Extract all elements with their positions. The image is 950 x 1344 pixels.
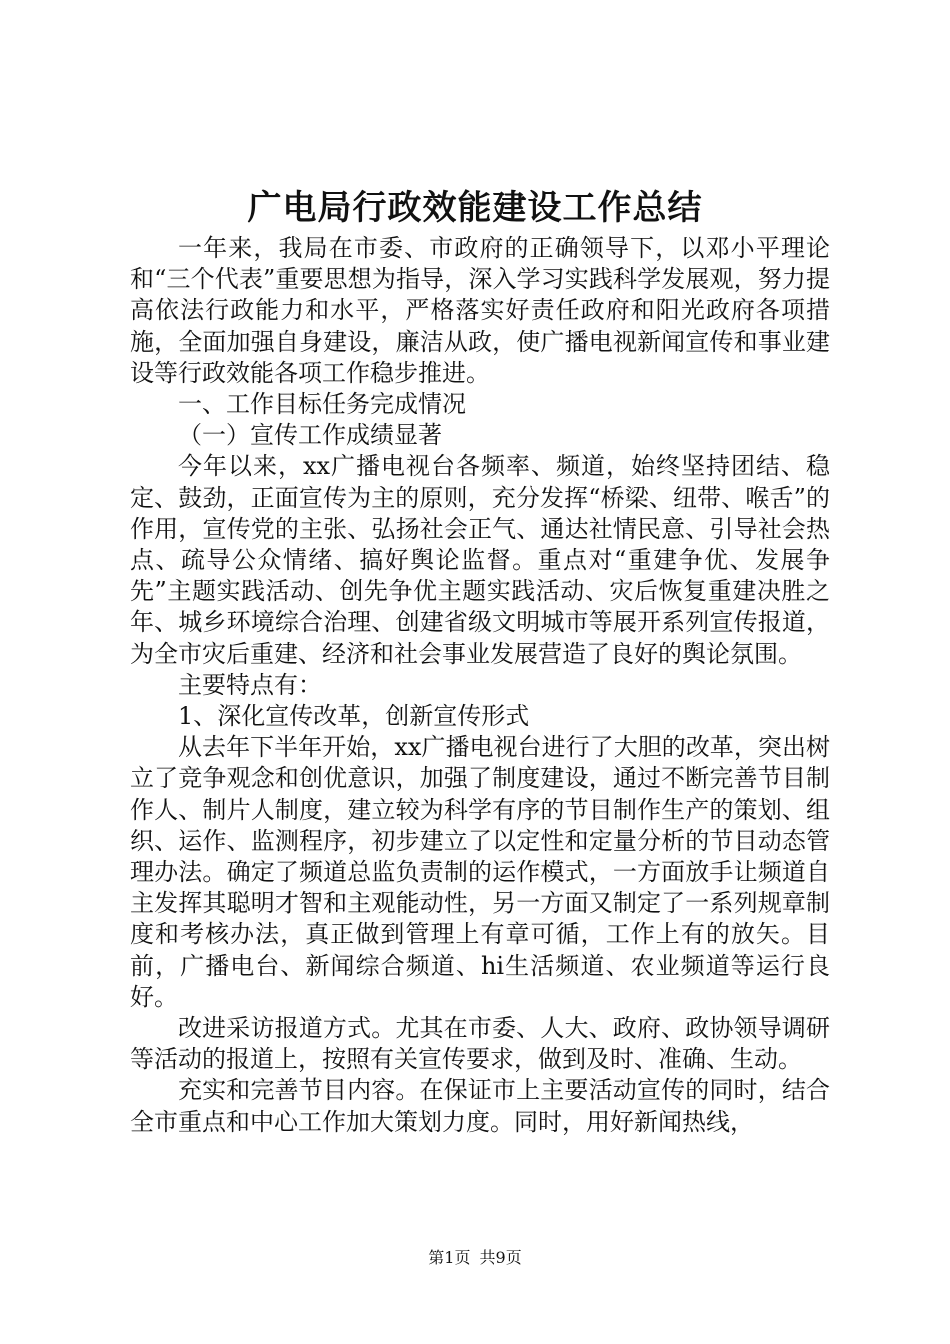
- paragraph-content: 充实和完善节目内容。在保证市上主要活动宣传的同时，结合全市重点和中心工作加大策划力度。同时，用好新闻热线，: [130, 1076, 830, 1136]
- paragraph-intro: 一年来，我局在市委、市政府的正确领导下，以邓小平理论和“三个代表”重要思想为指导，深入学习实践科学发展观，努力提高依法行政能力和水平，严格落实好责任政府和阳光政府各项措施，全面加强自身建设，廉洁从政，使广播电视新闻宣传和事业建设等行政效能各项工作稳步推进。: [130, 234, 830, 387]
- document-title: 广电局行政效能建设工作总结: [247, 188, 703, 228]
- paragraph-features-lead: 主要特点有：: [178, 670, 322, 699]
- page-footer: [0, 1248, 950, 1268]
- heading-subsection-1: （一）宣传工作成绩显著: [178, 421, 442, 450]
- document-body: [130, 233, 830, 1138]
- paragraph-reform: 从去年下半年开始，xx广播电视台进行了大胆的改革，突出树立了竞争观念和创优意识，加强了制度建设，通过不断完善节目制作人、制片人制度，建立较为科学有序的节目制作生产的策划、组织、运作、监测程序，初步建立了以定性和定量分析的节目动态管理办法。确定了频道总监负责制的运作模式，一方面放手让频道自主发挥其聪明才智和主观能动性，另一方面又制定了一系列规章制度和考核办法，真正做到管理上有章可循，工作上有的放矢。目前，广播电台、新闻综合频道、hi生活频道、农业频道等运行良好。: [130, 733, 830, 1011]
- paragraph-propaganda: 今年以来，xx广播电视台各频率、频道，始终坚持团结、稳定、鼓劲，正面宣传为主的原则，充分发挥“桥梁、纽带、喉舌”的作用，宣传党的主张、弘扬社会正气、通达社情民意、引导社会热点、疏导公众情绪、搞好舆论监督。重点对“重建争优、发展争先”主题实践活动、创先争优主题实践活动、灾后恢复重建决胜之年、城乡环境综合治理、创建省级文明城市等展开系列宣传报道，为全市灾后重建、经济和社会事业发展营造了良好的舆论氛围。: [130, 452, 830, 668]
- heading-section-1: 一、工作目标任务完成情况: [178, 390, 466, 419]
- heading-point-1: 1、深化宣传改革，创新宣传形式: [178, 702, 530, 731]
- page-number: 第1页: [428, 1248, 471, 1267]
- paragraph-reporting: 改进采访报道方式。尤其在市委、人大、政府、政协领导调研等活动的报道上，按照有关宣传要求，做到及时、准确、生动。: [130, 1014, 830, 1074]
- page-total: 共9页: [479, 1248, 522, 1267]
